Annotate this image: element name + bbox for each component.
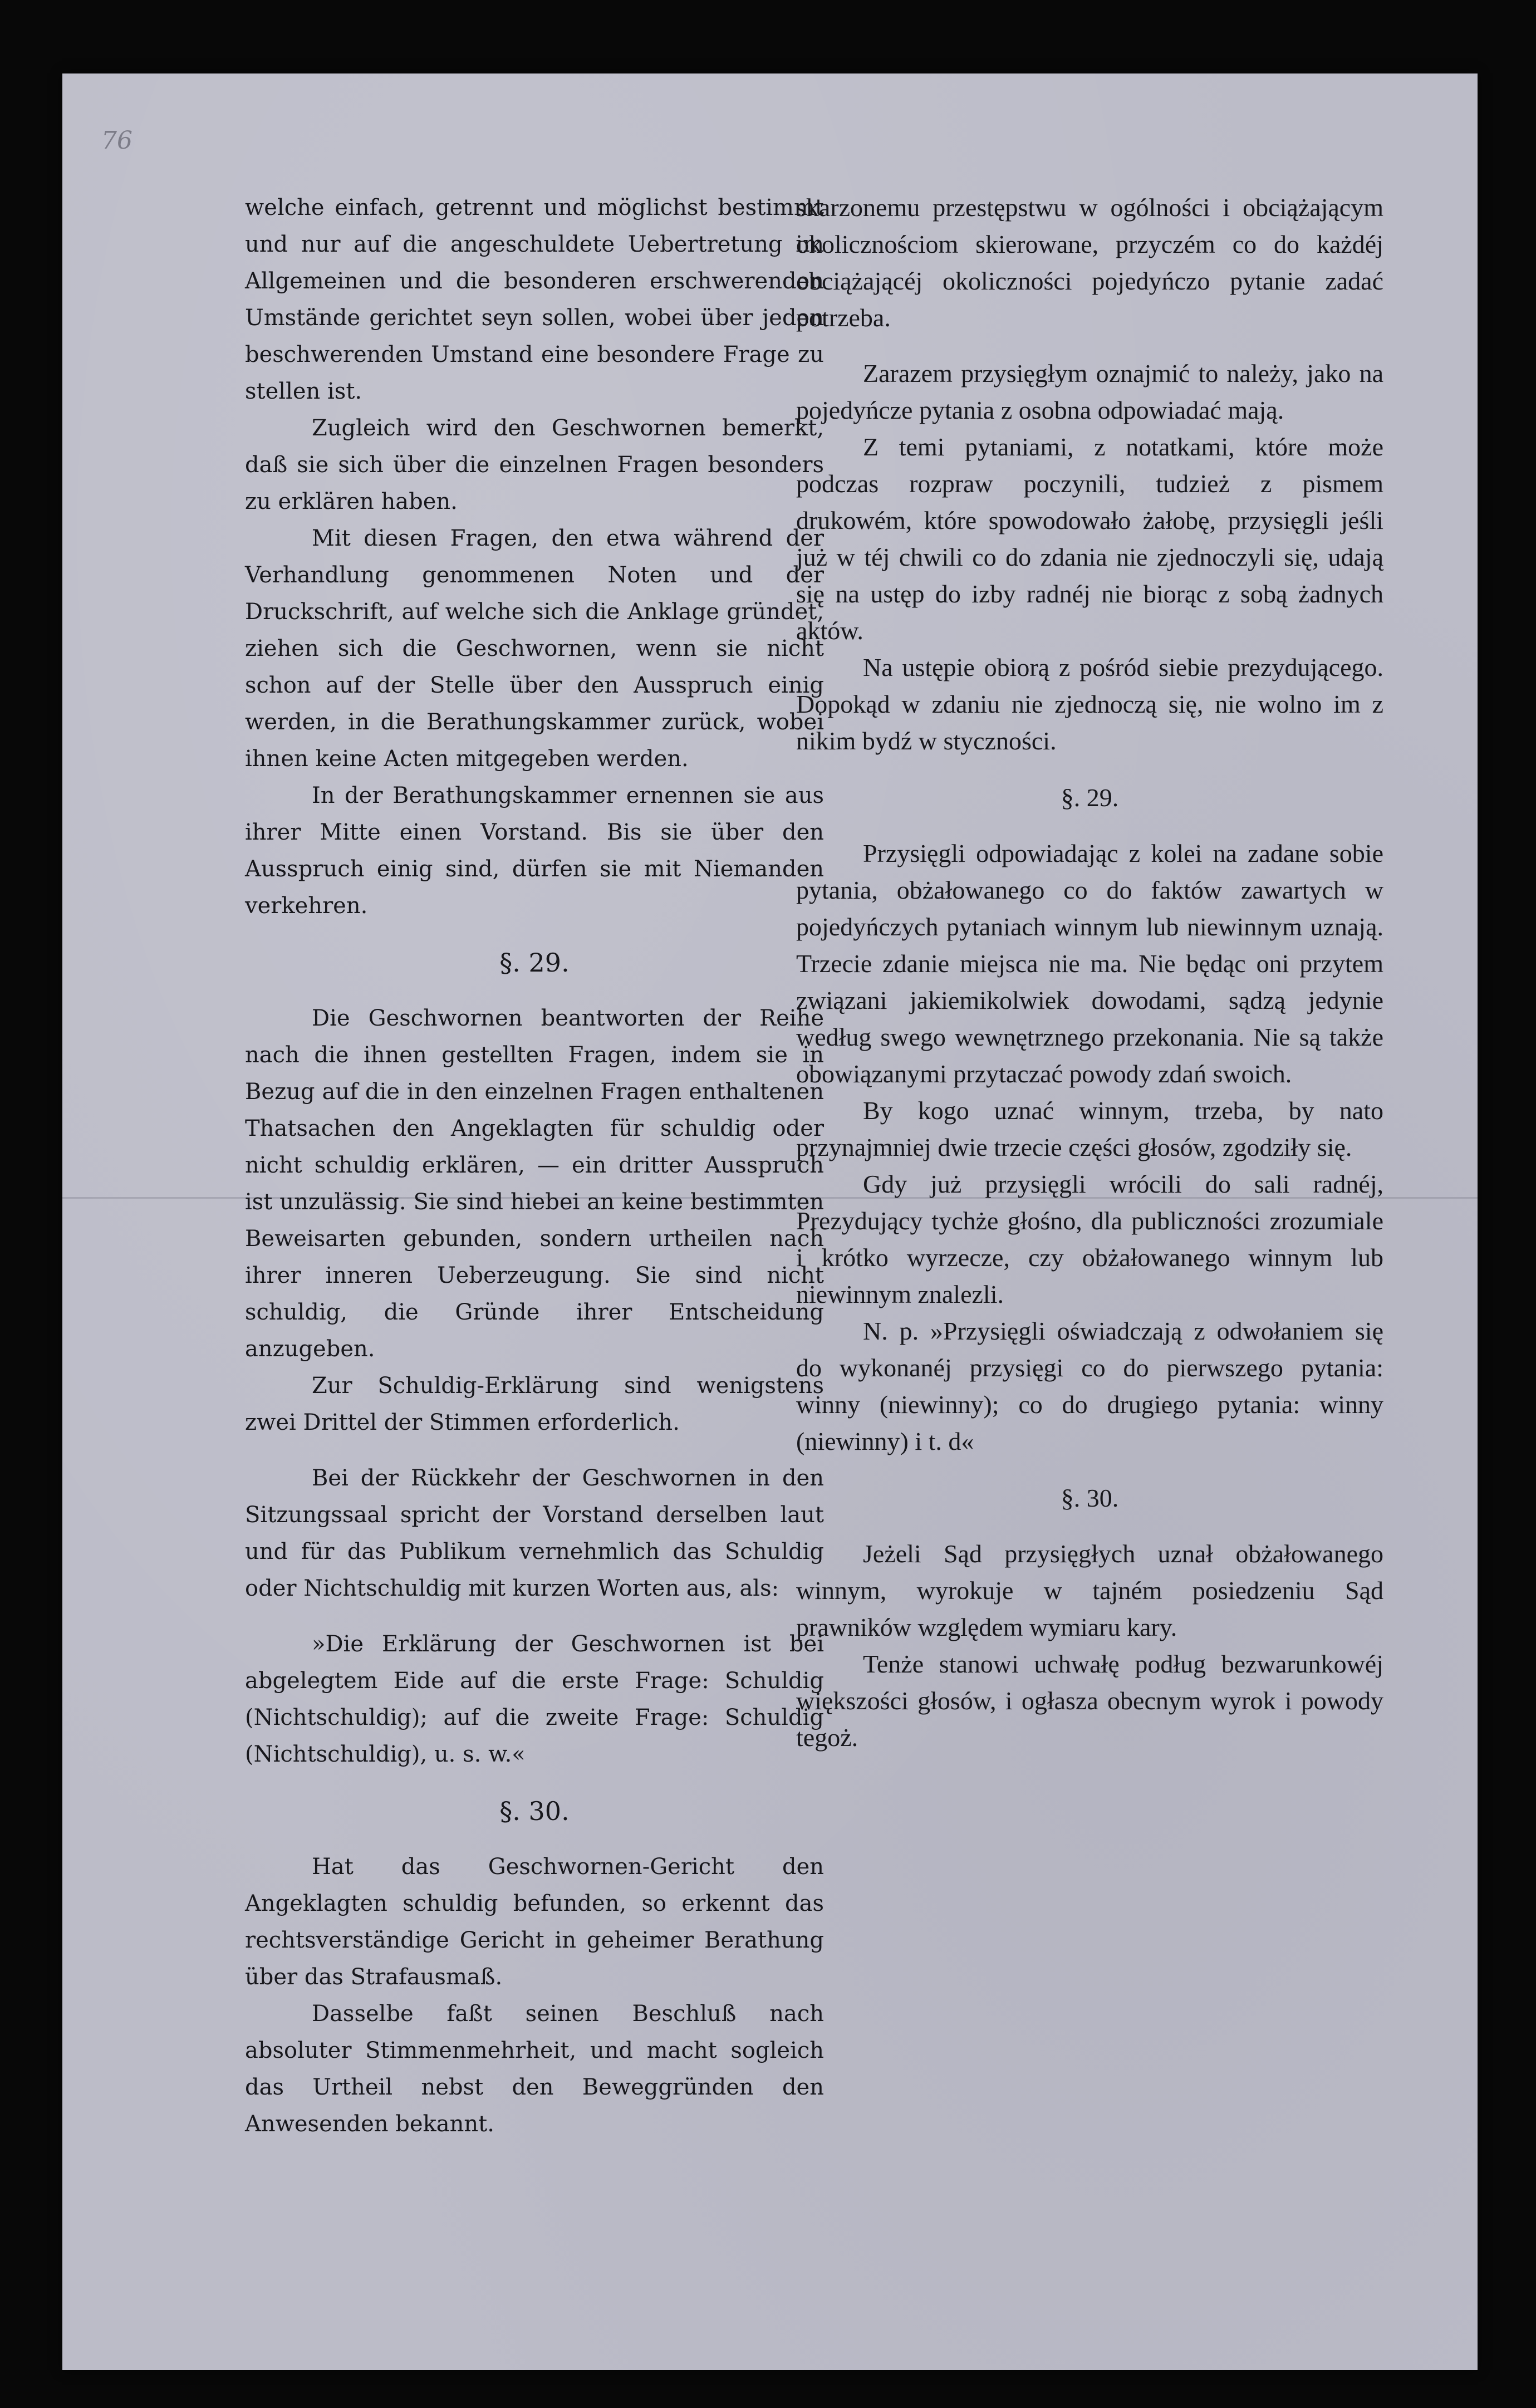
german-paragraph: Die Geschwornen beantworten der Reihe nach die ihnen gestellten Fragen, indem sie in Bezug auf die in den einzelnen Fragen enthaltenen Thatsachen den Angeklagten für schuldig oder nicht schuldig erklären, — ein dritter Ausspruch ist unzulässig. Sie sind hiebei an keine bestimmten Beweisarten gebunden, sondern urtheilen nach ihrer inneren Ueberzeugung. Sie sind nicht schuldig, die Gründe ihrer Entscheidung anzugeben. (245, 1006, 824, 1362)
polish-paragraph: Tenże stanowi uchwałę podług bezwarunkowéj większości głosów, i ogłasza obecnym wyrok i powody tegoż. (796, 1650, 1383, 1752)
polish-paragraph: skarzonemu przestępstwu w ogólności i obciążającym okolicznościom skierowane, przyczém co do każdéj obciążającéj okoliczności pojedyńczo pytanie zadać potrzeba. (796, 193, 1383, 332)
german-paragraph: Zugleich wird den Geschwornen bemerkt, daß sie sich über die einzelnen Fragen besonders zu erklären haben. (245, 415, 824, 514)
polish-column (796, 189, 1383, 1756)
polish-paragraph: Z temi pytaniami, z notatkami, które może podczas rozpraw poczynili, tudzież z pismem drukowém, które spowodowało żałobę, przysięgli jeśli już w téj chwili co do zdania nie zjednoczyli się, udają się na ustęp do izby radnéj nie biorąc z sobą żadnych aktów. (796, 433, 1383, 645)
german-column (245, 189, 824, 2142)
german-paragraph: welche einfach, getrennt und möglichst bestimmt und nur auf die angeschuldete Uebertretung im Allgemeinen und die besonderen erschwerenden Umstände gerichtet seyn sollen, wobei über jeden beschwerenden Umstand eine besondere Frage zu stellen ist. (245, 195, 824, 404)
section-heading-30: §. 30. (1061, 1484, 1119, 1512)
polish-paragraph: Zarazem przysięgłym oznajmić to należy, jako na pojedyńcze pytania z osobna odpowiadać mają. (796, 359, 1383, 424)
section-heading-29: §. 29. (499, 948, 570, 978)
german-paragraph: Mit diesen Fragen, den etwa während der Verhandlung genommenen Noten und der Druckschrift, auf welche sich die Anklage gründet, ziehen sich die Geschwornen, wenn sie nicht schon auf der Stelle über den Ausspruch einig werden, in die Berathungskammer zurück, wobei ihnen keine Acten mitgegeben werden. (245, 526, 824, 772)
polish-paragraph: Gdy już przysięgli wrócili do sali radnéj, Prezydujący tychże głośno, dla publiczności zrozumiale i krótko wyrzecze, czy obżałowanego winnym lub niewinnym znalezli. (796, 1170, 1383, 1308)
page-number-note: 76 (101, 126, 133, 155)
german-paragraph: Bei der Rückkehr der Geschwornen in den Sitzungssaal spricht der Vorstand derselben laut und für das Publikum vernehmlich das Schuldig oder Nichtschuldig mit kurzen Worten aus, als: (245, 1465, 824, 1601)
polish-paragraph: Na ustępie obiorą z pośród siebie prezydującego. Dopokąd w zdaniu nie zjednoczą się, nie wolno im z nikim bydź w styczności. (796, 653, 1383, 755)
section-heading-29: §. 29. (1061, 783, 1119, 812)
german-paragraph: Hat das Geschwornen-Gericht den Angeklagten schuldig befunden, so erkennt das rechtsverständige Gericht in geheimer Berathung über das Strafausmaß. (245, 1854, 824, 1990)
polish-paragraph: By kogo uznać winnym, trzeba, by nato przynajmniej dwie trzecie części głosów, zgodziły się. (796, 1096, 1383, 1161)
section-heading-30: §. 30. (499, 1796, 570, 1826)
german-paragraph: Dasselbe faßt seinen Beschluß nach absoluter Stimmenmehrheit, und macht sogleich das Urtheil nebst den Beweggründen den Anwesenden bekannt. (245, 2001, 824, 2137)
german-paragraph: Zur Schuldig-Erklärung sind wenigstens zwei Drittel der Stimmen erforderlich. (245, 1373, 824, 1435)
polish-paragraph: N. p. »Przysięgli oświadczają z odwołaniem się do wykonanéj przysięgi co do pierwszego pytania: winny (niewinny); co do drugiego pytania: winny (niewinny) i t. d« (796, 1317, 1383, 1455)
polish-paragraph: Przysięgli odpowiadając z kolei na zadane sobie pytania, obżałowanego co do faktów zawartych w pojedyńczych pytaniach winnym lub niewinnym uznają. Trzecie zdanie miejsca nie ma. Nie będąc oni przytem związani jakiemikolwiek dowodami, sądzą jedynie według swego wewnętrznego przekonania. Nie są także obowiązanymi przytaczać powody zdań swoich. (796, 839, 1383, 1088)
german-paragraph: »Die Erklärung der Geschwornen ist bei abgelegtem Eide auf die erste Frage: Schuldig (Nichtschuldig); auf die zweite Frage: Schuldig (Nichtschuldig), u. s. w.« (245, 1631, 824, 1767)
german-paragraph: In der Berathungskammer ernennen sie aus ihrer Mitte einen Vorstand. Bis sie über den Ausspruch einig sind, dürfen sie mit Niemanden verkehren. (245, 783, 824, 919)
polish-paragraph: Jeżeli Sąd przysięgłych uznał obżałowanego winnym, wyrokuje w tajném posiedzeniu Sąd prawników względem wymiaru kary. (796, 1539, 1383, 1641)
